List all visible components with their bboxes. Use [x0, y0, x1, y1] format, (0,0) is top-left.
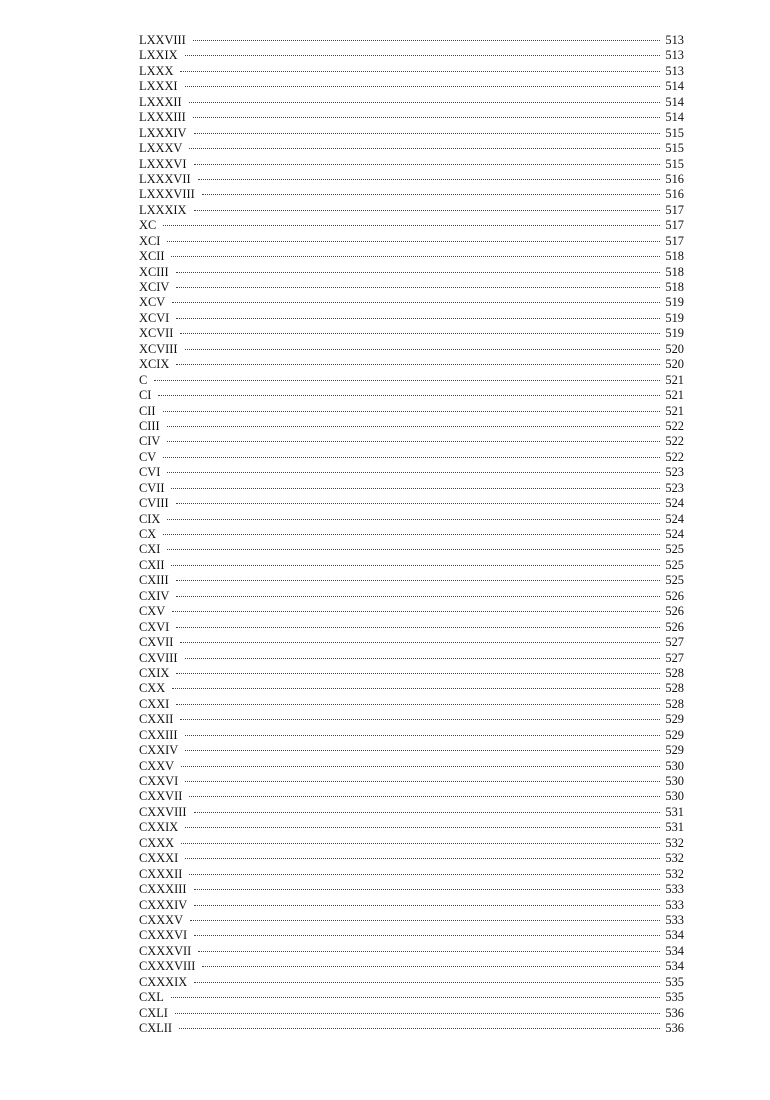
toc-entry-label: XCVI — [139, 310, 170, 325]
dot-leader — [180, 332, 660, 334]
dot-leader — [185, 348, 661, 350]
toc-entry-page-number: 522 — [665, 434, 684, 449]
toc-entry-page-number: 524 — [665, 527, 684, 541]
toc-entry-label: XCVII — [139, 326, 174, 341]
toc-entry-page-number: 513 — [665, 33, 684, 47]
toc-entry-page-number: 514 — [665, 79, 684, 94]
toc-entry-label: CVI — [139, 465, 161, 480]
toc-entry-page-number: 533 — [665, 882, 684, 897]
toc-entry[interactable] — [139, 1021, 684, 1036]
toc-entry-page-number: 519 — [665, 326, 684, 341]
dot-leader — [202, 193, 661, 195]
toc-entry-label: LXXXIX — [139, 202, 187, 217]
toc-entry-label: LXXXV — [139, 141, 183, 156]
dot-leader — [176, 703, 660, 705]
dot-leader — [194, 163, 661, 165]
dot-leader — [167, 471, 660, 473]
toc-entry-label: CV — [139, 449, 157, 464]
toc-entry[interactable] — [139, 697, 684, 712]
toc-entry-label: CXIII — [139, 573, 169, 588]
dot-leader — [167, 425, 661, 427]
dot-leader — [163, 533, 660, 535]
toc-entry-label: XCI — [139, 233, 161, 248]
dot-leader — [176, 672, 660, 674]
toc-entry[interactable] — [139, 326, 684, 341]
dot-leader — [171, 564, 660, 566]
toc-entry-page-number: 536 — [665, 1005, 684, 1020]
dot-leader — [185, 734, 661, 736]
toc-entry-label: XC — [139, 218, 157, 233]
toc-entry[interactable] — [139, 712, 684, 727]
toc-entry[interactable] — [139, 589, 684, 604]
toc-entry-page-number: 527 — [665, 650, 684, 665]
toc-entry[interactable] — [139, 944, 684, 959]
toc-entry-label: CIX — [139, 511, 161, 526]
toc-entry[interactable] — [139, 743, 684, 758]
toc-entry-label: CVIII — [139, 496, 169, 511]
dot-leader — [180, 718, 660, 720]
toc-entry-label: CXXV — [139, 758, 175, 773]
toc-entry[interactable] — [139, 913, 684, 928]
toc-entry-label: LXXXVIII — [139, 187, 195, 202]
toc-entry[interactable] — [139, 882, 684, 897]
dot-leader — [185, 780, 660, 782]
toc-entry-page-number: 520 — [665, 341, 684, 356]
toc-entry-label: XCIX — [139, 357, 170, 372]
toc-entry-page-number: 523 — [665, 465, 684, 480]
toc-entry[interactable] — [139, 434, 684, 449]
toc-entry[interactable] — [139, 404, 684, 419]
toc-entry-page-number: 517 — [665, 233, 684, 248]
toc-entry-label: CIII — [139, 418, 160, 433]
dot-leader — [171, 487, 660, 489]
dot-leader — [193, 116, 661, 118]
toc-entry-label: CXXVI — [139, 774, 179, 788]
toc-entry-label: CXVII — [139, 635, 174, 650]
toc-entry-label: CXXXV — [139, 912, 184, 927]
dot-leader — [189, 147, 660, 149]
toc-entry[interactable] — [139, 33, 684, 48]
toc-entry-label: LXXXII — [139, 94, 182, 109]
toc-entry-label: CXXII — [139, 712, 174, 727]
toc-entry[interactable] — [139, 110, 684, 125]
toc-entry[interactable] — [139, 867, 684, 882]
toc-entry[interactable] — [139, 975, 684, 990]
toc-entry-page-number: 526 — [665, 588, 684, 603]
dot-leader — [181, 842, 660, 844]
toc-entry-page-number: 531 — [665, 804, 684, 819]
toc-entry[interactable] — [139, 234, 684, 249]
dot-leader — [163, 456, 660, 458]
toc-entry-label: LXXVIII — [139, 33, 186, 47]
toc-entry-label: LXXXVI — [139, 156, 187, 171]
toc-entry-page-number: 515 — [665, 125, 684, 140]
dot-leader — [154, 379, 660, 381]
toc-entry-label: CXVI — [139, 619, 170, 634]
toc-entry[interactable] — [139, 187, 684, 202]
toc-entry[interactable] — [139, 465, 684, 480]
toc-entry[interactable] — [139, 450, 684, 465]
toc-entry-label: CX — [139, 527, 157, 541]
toc-entry-label: CIV — [139, 434, 161, 449]
toc-entry-page-number: 522 — [665, 418, 684, 433]
toc-entry[interactable] — [139, 928, 684, 943]
toc-entry-page-number: 519 — [665, 295, 684, 310]
dot-leader — [185, 857, 660, 859]
toc-entry[interactable] — [139, 419, 684, 434]
toc-entry[interactable] — [139, 496, 684, 511]
toc-entry-page-number: 533 — [665, 897, 684, 912]
toc-entry-page-number: 534 — [665, 943, 684, 958]
toc-entry-page-number: 535 — [665, 974, 684, 989]
toc-entry-page-number: 516 — [665, 171, 684, 186]
dot-leader — [176, 595, 660, 597]
dot-leader — [176, 579, 661, 581]
toc-entry-label: CXL — [139, 990, 164, 1005]
toc-entry-page-number: 535 — [665, 990, 684, 1005]
dot-leader — [175, 1012, 660, 1014]
dot-leader — [198, 950, 660, 952]
toc-entry-label: CXVIII — [139, 650, 178, 665]
toc-entry-label: CXXXI — [139, 851, 179, 866]
table-of-contents — [139, 33, 684, 1036]
dot-leader — [185, 85, 661, 87]
toc-entry-page-number: 534 — [665, 928, 684, 943]
toc-entry-label: CXXXIV — [139, 897, 188, 912]
toc-entry-label: CXX — [139, 681, 166, 696]
toc-entry-label: CXXXVI — [139, 928, 188, 943]
toc-entry-page-number: 532 — [665, 866, 684, 881]
dot-leader — [190, 919, 660, 921]
toc-entry[interactable] — [139, 527, 684, 542]
toc-entry-label: LXXXI — [139, 79, 178, 94]
toc-entry-page-number: 525 — [665, 573, 684, 588]
toc-entry-label: CII — [139, 403, 156, 418]
toc-entry-label: XCV — [139, 295, 166, 310]
toc-entry-page-number: 514 — [665, 110, 684, 125]
toc-entry[interactable] — [139, 342, 684, 357]
toc-entry[interactable] — [139, 959, 684, 974]
toc-entry-page-number: 516 — [665, 187, 684, 202]
toc-entry-page-number: 530 — [665, 774, 684, 788]
toc-entry-page-number: 529 — [665, 712, 684, 727]
toc-entry-page-number: 534 — [665, 959, 684, 974]
toc-entry-page-number: 523 — [665, 480, 684, 495]
toc-entry-page-number: 522 — [665, 449, 684, 464]
toc-entry[interactable] — [139, 48, 684, 63]
toc-entry-label: CXXIV — [139, 743, 179, 758]
dot-leader — [185, 54, 661, 56]
dot-leader — [181, 765, 660, 767]
dot-leader — [189, 795, 660, 797]
toc-entry-page-number: 518 — [665, 249, 684, 264]
toc-entry-label: CXI — [139, 542, 161, 557]
toc-entry[interactable] — [139, 79, 684, 94]
dot-leader — [185, 826, 660, 828]
toc-entry[interactable] — [139, 64, 684, 79]
toc-entry[interactable] — [139, 512, 684, 527]
dot-leader — [194, 934, 660, 936]
toc-entry-label: XCVIII — [139, 341, 178, 356]
toc-entry[interactable] — [139, 373, 684, 388]
toc-entry[interactable] — [139, 681, 684, 696]
toc-entry-label: LXXXVII — [139, 171, 191, 186]
toc-entry-page-number: 513 — [665, 63, 684, 78]
dot-leader — [194, 981, 660, 983]
toc-entry-label: LXXXIII — [139, 110, 186, 125]
dot-leader — [193, 39, 661, 41]
toc-entry-page-number: 524 — [665, 496, 684, 511]
dot-leader — [185, 749, 660, 751]
toc-entry[interactable] — [139, 898, 684, 913]
dot-leader — [176, 502, 661, 504]
toc-entry-label: XCIV — [139, 280, 170, 294]
toc-entry[interactable] — [139, 990, 684, 1005]
toc-entry[interactable] — [139, 666, 684, 681]
toc-entry-page-number: 532 — [665, 835, 684, 850]
toc-entry-page-number: 520 — [665, 357, 684, 372]
toc-entry[interactable] — [139, 172, 684, 187]
toc-entry[interactable] — [139, 295, 684, 310]
toc-entry-label: CI — [139, 388, 152, 403]
toc-entry-label: XCIII — [139, 264, 169, 279]
toc-entry[interactable] — [139, 95, 684, 110]
toc-entry[interactable] — [139, 280, 684, 295]
toc-entry[interactable] — [139, 805, 684, 820]
dot-leader — [179, 1027, 660, 1029]
dot-leader — [172, 610, 660, 612]
toc-entry[interactable] — [139, 774, 684, 789]
toc-entry[interactable] — [139, 126, 684, 141]
dot-leader — [163, 410, 661, 412]
toc-entry-page-number: 519 — [665, 310, 684, 325]
toc-entry-label: XCII — [139, 249, 165, 264]
dot-leader — [176, 317, 660, 319]
toc-entry[interactable] — [139, 635, 684, 650]
toc-entry-label: CXXVIII — [139, 804, 187, 819]
toc-entry[interactable] — [139, 789, 684, 804]
dot-leader — [180, 641, 660, 643]
toc-entry-label: CXXI — [139, 696, 170, 711]
toc-entry[interactable] — [139, 388, 684, 403]
toc-entry-label: CXXXVIII — [139, 959, 196, 974]
toc-entry-label: CXV — [139, 604, 166, 619]
toc-entry-label: CXXXII — [139, 866, 183, 881]
toc-entry-label: LXXIX — [139, 48, 178, 63]
toc-entry[interactable] — [139, 558, 684, 573]
dot-leader — [194, 132, 661, 134]
toc-entry[interactable] — [139, 620, 684, 635]
toc-entry[interactable] — [139, 820, 684, 835]
toc-entry[interactable] — [139, 141, 684, 156]
dot-leader — [171, 996, 661, 998]
dot-leader — [158, 394, 660, 396]
dot-leader — [167, 240, 660, 242]
toc-entry-page-number: 513 — [665, 48, 684, 63]
toc-entry-page-number: 536 — [665, 1021, 684, 1035]
dot-leader — [176, 271, 661, 273]
toc-entry-page-number: 518 — [665, 280, 684, 294]
toc-entry-label: CXLII — [139, 1021, 173, 1035]
toc-entry-label: CXXX — [139, 835, 175, 850]
toc-entry-label: LXXXIV — [139, 125, 187, 140]
toc-entry-label: CXXXVII — [139, 943, 192, 958]
toc-entry[interactable] — [139, 728, 684, 743]
toc-entry-page-number: 517 — [665, 218, 684, 233]
dot-leader — [167, 548, 660, 550]
dot-leader — [194, 209, 661, 211]
toc-entry-page-number: 527 — [665, 635, 684, 650]
dot-leader — [167, 440, 660, 442]
toc-entry-label: LXXX — [139, 63, 174, 78]
toc-entry-page-number: 518 — [665, 264, 684, 279]
toc-entry-page-number: 528 — [665, 665, 684, 680]
toc-entry-page-number: 515 — [665, 156, 684, 171]
toc-entry-page-number: 521 — [665, 403, 684, 418]
dot-leader — [172, 301, 660, 303]
toc-entry-page-number: 528 — [665, 681, 684, 696]
toc-entry-page-number: 529 — [665, 727, 684, 742]
dot-leader — [176, 626, 660, 628]
toc-entry[interactable] — [139, 218, 684, 233]
toc-entry-label: CXXIII — [139, 727, 178, 742]
toc-entry-page-number: 532 — [665, 851, 684, 866]
dot-leader — [180, 70, 660, 72]
toc-entry[interactable] — [139, 836, 684, 851]
toc-entry-label: CXXXIX — [139, 974, 188, 989]
toc-entry[interactable] — [139, 481, 684, 496]
toc-entry-label: CXIX — [139, 665, 170, 680]
toc-entry-label: CXXXIII — [139, 882, 187, 897]
dot-leader — [171, 255, 660, 257]
dot-leader — [202, 965, 660, 967]
toc-entry[interactable] — [139, 573, 684, 588]
toc-entry-label: CXII — [139, 557, 165, 572]
dot-leader — [176, 363, 660, 365]
toc-entry-page-number: 533 — [665, 912, 684, 927]
toc-entry[interactable] — [139, 1006, 684, 1021]
toc-entry-page-number: 529 — [665, 743, 684, 758]
dot-leader — [185, 657, 661, 659]
toc-entry-page-number: 526 — [665, 619, 684, 634]
toc-entry[interactable] — [139, 357, 684, 372]
toc-entry-page-number: 525 — [665, 542, 684, 557]
toc-entry[interactable] — [139, 542, 684, 557]
toc-entry-page-number: 530 — [665, 789, 684, 804]
toc-entry[interactable] — [139, 157, 684, 172]
toc-entry[interactable] — [139, 311, 684, 326]
toc-entry-page-number: 530 — [665, 758, 684, 773]
toc-entry[interactable] — [139, 759, 684, 774]
toc-entry-page-number: 525 — [665, 557, 684, 572]
toc-entry[interactable] — [139, 249, 684, 264]
dot-leader — [194, 811, 661, 813]
toc-entry[interactable] — [139, 651, 684, 666]
dot-leader — [172, 687, 660, 689]
toc-entry-label: CXXIX — [139, 820, 179, 835]
toc-entry-page-number: 526 — [665, 604, 684, 619]
toc-entry-page-number: 528 — [665, 696, 684, 711]
dot-leader — [167, 518, 660, 520]
toc-entry-page-number: 515 — [665, 141, 684, 156]
dot-leader — [176, 286, 660, 288]
toc-entry[interactable] — [139, 851, 684, 866]
toc-entry-page-number: 517 — [665, 202, 684, 217]
toc-entry-page-number: 514 — [665, 94, 684, 109]
toc-entry-page-number: 521 — [665, 372, 684, 387]
toc-entry-label: CXIV — [139, 588, 170, 603]
toc-entry-page-number: 531 — [665, 820, 684, 835]
toc-entry-page-number: 524 — [665, 511, 684, 526]
dot-leader — [194, 904, 660, 906]
toc-entry[interactable] — [139, 604, 684, 619]
dot-leader — [194, 888, 661, 890]
toc-entry-page-number: 521 — [665, 388, 684, 403]
toc-entry[interactable] — [139, 203, 684, 218]
dot-leader — [189, 873, 660, 875]
dot-leader — [198, 178, 661, 180]
dot-leader — [163, 224, 660, 226]
dot-leader — [189, 101, 661, 103]
toc-entry-label: C — [139, 372, 148, 387]
toc-entry-label: CXXVII — [139, 789, 183, 804]
toc-entry-label: CXLI — [139, 1005, 168, 1020]
toc-entry[interactable] — [139, 265, 684, 280]
toc-entry-label: CVII — [139, 480, 165, 495]
